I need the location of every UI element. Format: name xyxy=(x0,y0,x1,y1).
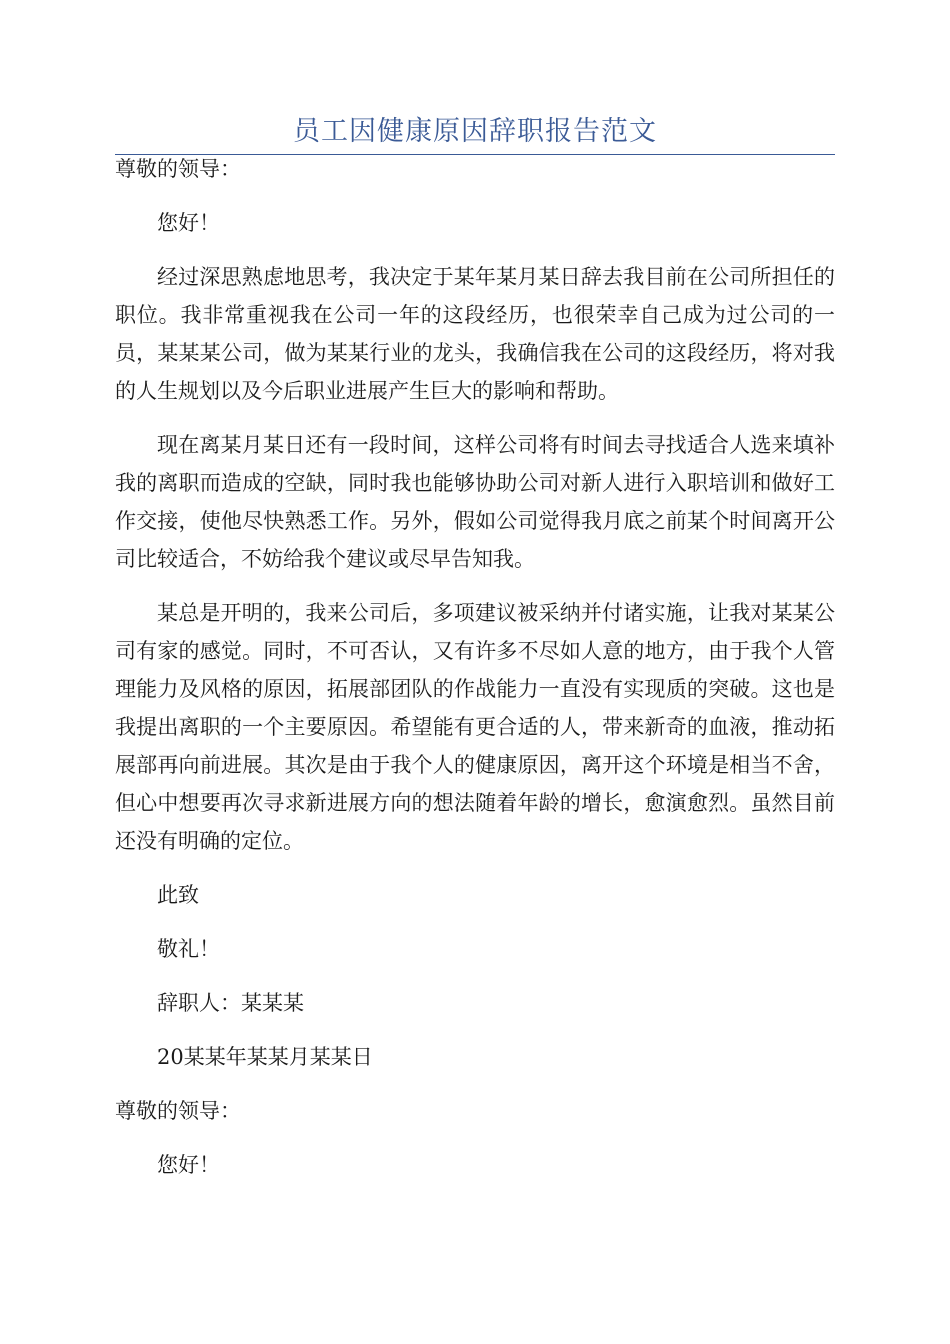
date: 20某某年某某月某某日 xyxy=(157,1045,373,1069)
greeting: 您好！ xyxy=(157,211,220,235)
paragraph-1: 经过深思熟虑地思考，我决定于某年某月某日辞去我目前在公司所担任的职位。我非常重视我在公司一年的这段经历，也很荣幸自己成为过公司的一员，某某某公司，做为某某行业的龙头，我确信我在公司的这段经历，将对我的人生规划以及今后职业进展产生巨大的影响和帮助。 xyxy=(115,265,835,403)
signature: 辞职人：某某某 xyxy=(157,991,304,1015)
letter-body xyxy=(115,150,835,1184)
paragraph-3: 某总是开明的，我来公司后，多项建议被采纳并付诸实施，让我对某某公司有家的感觉。同时，不可否认，又有许多不尽如人意的地方，由于我个人管理能力及风格的原因，拓展部团队的作战能力一直没有实现质的突破。这也是我提出离职的一个主要原因。希望能有更合适的人，带来新奇的血液，推动拓展部再向前进展。其次是由于我个人的健康原因，离开这个环境是相当不舍，但心中想要再次寻求新进展方向的想法随着年龄的增长，愈演愈烈。虽然目前还没有明确的定位。 xyxy=(115,601,835,853)
closing-line: 此致 xyxy=(157,883,199,907)
closing-salute: 敬礼！ xyxy=(157,937,220,961)
document-title: 员工因健康原因辞职报告范文 xyxy=(293,116,657,147)
salutation: 尊敬的领导： xyxy=(115,157,241,181)
paragraph-2: 现在离某月某日还有一段时间，这样公司将有时间去寻找适合人选来填补我的离职而造成的空缺，同时我也能够协助公司对新人进行入职培训和做好工作交接，使他尽快熟悉工作。另外，假如公司觉得我月底之前某个时间离开公司比较适合，不妨给我个建议或尽早告知我。 xyxy=(115,433,835,571)
greeting-repeat: 您好！ xyxy=(157,1153,220,1177)
salutation-repeat: 尊敬的领导： xyxy=(115,1099,241,1123)
